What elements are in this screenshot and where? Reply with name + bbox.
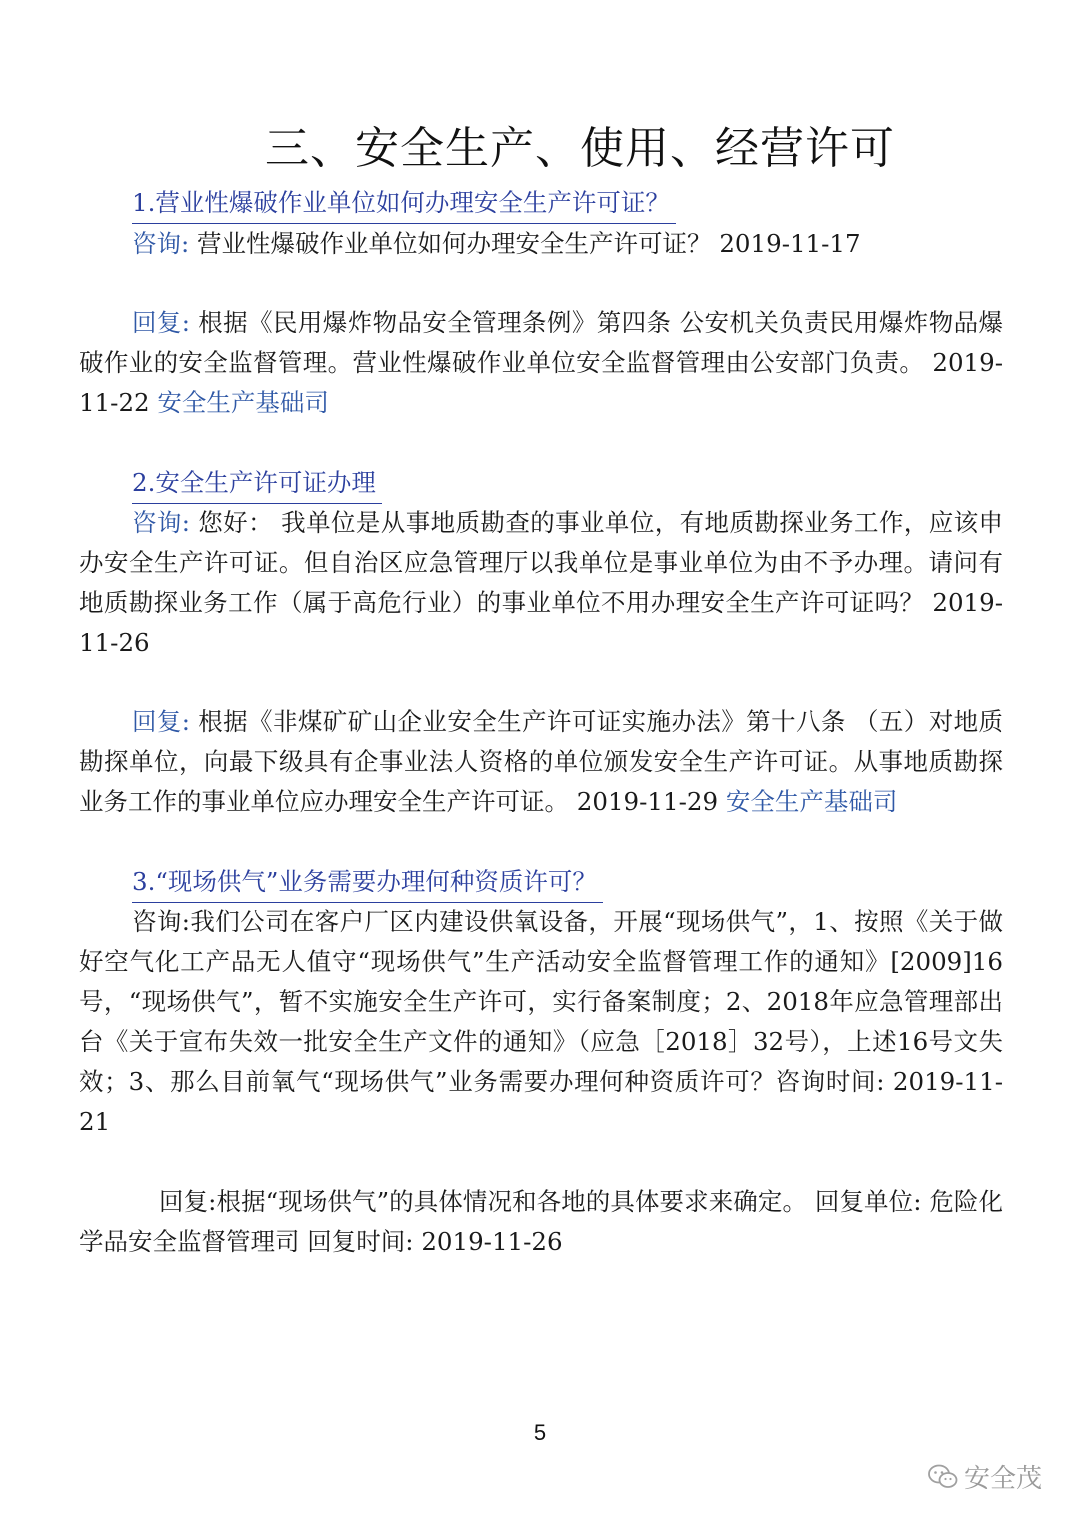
question-3-reply: 回复:根据“现场供气”的具体情况和各地的具体要求来确定。 回复单位: 危险化学品安全监督管理司 回复时间: 2019-11-26 (79, 1187, 1003, 1256)
section-title: 三、安全生产、使用、经营许可 (265, 123, 895, 174)
reply-text: 根据《非煤矿矿山企业安全生产许可证实施办法》第十八条 （五）对地质勘探单位，向最下级具有企事业法人资格的单位颁发安全生产许可证。从事地质勘探业务工作的事业单位应办理安全生产许可证。 2019-11-29 (79, 707, 1003, 816)
reply-department: 安全生产基础司 (725, 787, 898, 816)
question-3-consult: 咨询:我们公司在客户厂区内建设供氧设备，开展“现场供气”，1、按照《关于做好空气化工产品无人值守“现场供气”生产活动安全监督管理工作的通知》[2009]16号，“现场供气”，暂不实施安全生产许可，实行备案制度；2、2018年应急管理部出台《关于宣布失效一批安全生产文件的通知》（应急［2018］32号），上述16号文失效；3、那么目前氧气“现场供气”业务需要办理何种资质许可？咨询时间: 2019-11-21 (79, 907, 1003, 1136)
reply-text: 根据《民用爆炸物品安全管理条例》第四条 公安机关负责民用爆炸物品爆破作业的安全监督管理。营业性爆破作业单位安全监督管理由公安部门负责。 2019-11-22 (79, 308, 1003, 417)
consult-label: 咨询: (132, 508, 191, 537)
question-2-reply (79, 702, 1003, 822)
wechat-icon (928, 1464, 958, 1490)
question-2-consult (79, 503, 1003, 663)
consult-text: 您好： 我单位是从事地质勘查的事业单位，有地质勘探业务工作，应该申办安全生产许可证。但自治区应急管理厅以我单位是事业单位为由不予办理。请问有地质勘探业务工作（属于高危行业）的事业单位不用办理安全生产许可证吗？ 2019-11-26 (79, 508, 1003, 657)
reply-label: 回复: (132, 308, 191, 337)
question-1-reply (79, 303, 1003, 423)
question-3-title[interactable]: 3.“现场供气”业务需要办理何种资质许可？ (132, 862, 603, 903)
reply-label: 回复: (132, 707, 191, 736)
reply-department: 安全生产基础司 (157, 388, 329, 417)
consult-text: 营业性爆破作业单位如何办理安全生产许可证？ 2019-11-17 (189, 229, 861, 258)
page-number: 5 (533, 1420, 547, 1445)
question-1-consult (79, 224, 1003, 264)
watermark (928, 1458, 1042, 1495)
watermark-text: 安全茂 (964, 1464, 1043, 1494)
consult-label: 咨询: (132, 229, 190, 258)
question-1-title[interactable]: 1.营业性爆破作业单位如何办理安全生产许可证？ (132, 183, 676, 224)
question-2-title[interactable]: 2.安全生产许可证办理 (132, 463, 382, 504)
